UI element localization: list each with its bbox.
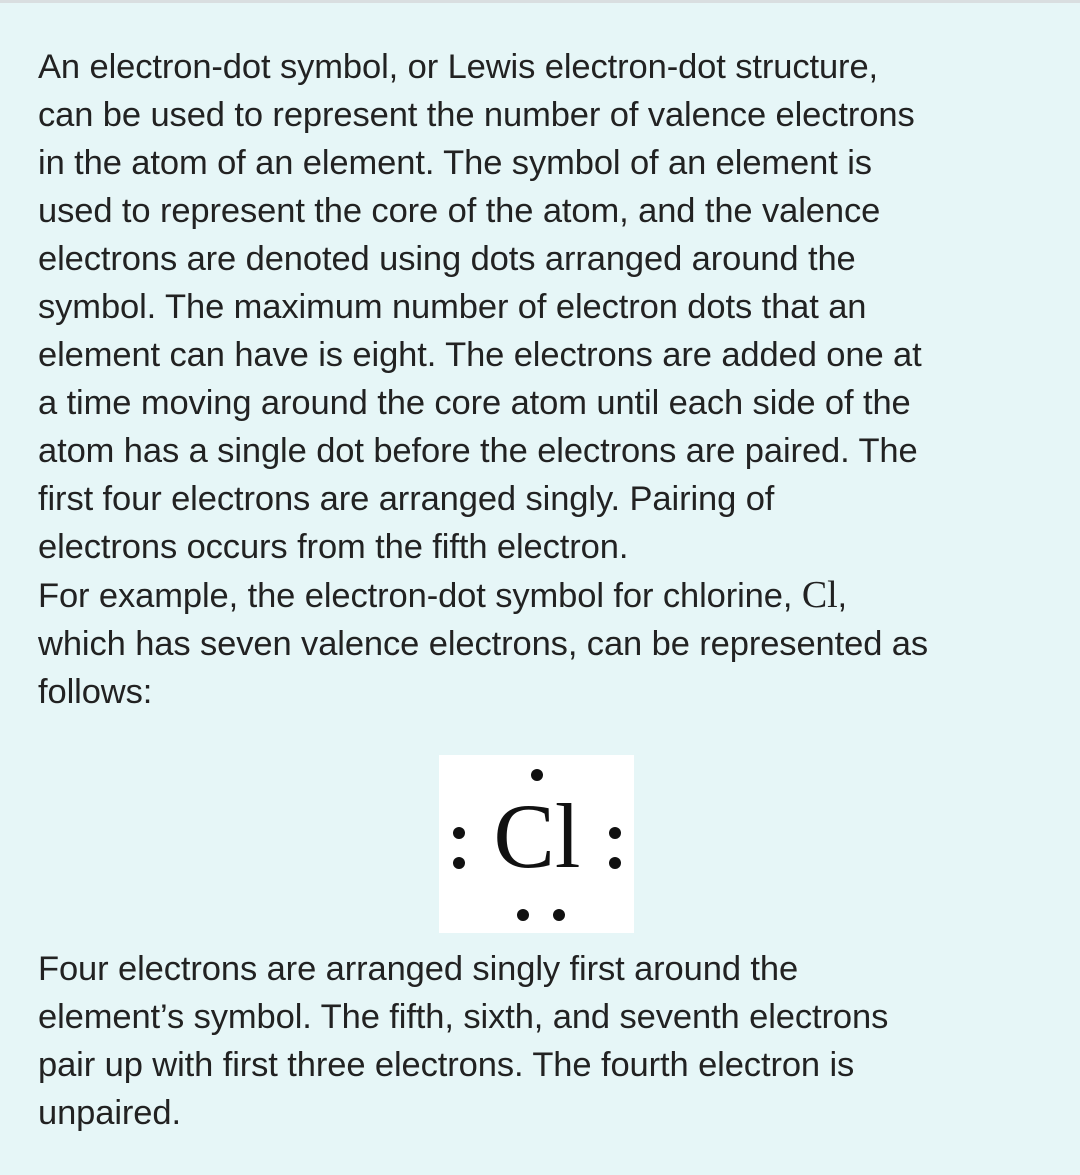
paragraph-line: unpaired. (38, 1094, 181, 1132)
paragraph-line: symbol. The maximum number of electron dots that an (38, 288, 867, 326)
lewis-structure-figure (439, 755, 634, 933)
paragraph-line: follows: (38, 673, 153, 711)
paragraph-line: An electron-dot symbol, or Lewis electron-dot structure, (38, 48, 879, 86)
electron-dot-bottom-right (553, 909, 565, 921)
chlorine-symbol-inline: Cl (801, 574, 838, 616)
electron-dot-right-lower (609, 857, 621, 869)
paragraph-line: first four electrons are arranged singly. Pairing of (38, 480, 775, 518)
paragraph-line: Four electrons are arranged singly first around the (38, 950, 799, 988)
paragraph-line: can be used to represent the number of valence electrons (38, 96, 915, 134)
example-comma: , (837, 577, 848, 615)
intro-paragraph (38, 43, 1048, 571)
paragraph-line: in the atom of an element. The symbol of an element is (38, 144, 872, 182)
electron-dot-bottom-left (517, 909, 529, 921)
paragraph-line: electrons are denoted using dots arranged around the (38, 240, 856, 278)
paragraph-line: element’s symbol. The fifth, sixth, and seventh electrons (38, 998, 889, 1036)
electron-dot-top (531, 769, 543, 781)
electron-dot-right-upper (609, 827, 621, 839)
example-intro-text: For example, the electron-dot symbol for chlorine, (38, 577, 802, 615)
paragraph-line: atom has a single dot before the electrons are paired. The (38, 432, 918, 470)
electron-dot-left-upper (453, 827, 465, 839)
paragraph-line: element can have is eight. The electrons are added one at (38, 336, 922, 374)
paragraph-line: pair up with first three electrons. The fourth electron is (38, 1046, 855, 1084)
paragraph-line: a time moving around the core atom until each side of the (38, 384, 911, 422)
electron-dot-left-lower (453, 857, 465, 869)
example-paragraph (38, 571, 1048, 716)
paragraph-line: electrons occurs from the fifth electron. (38, 528, 629, 566)
element-symbol: Cl (493, 785, 581, 887)
explanation-paragraph (38, 945, 1048, 1137)
paragraph-line: which has seven valence electrons, can be represented as (38, 625, 929, 663)
paragraph-line (38, 571, 1048, 620)
paragraph-line: used to represent the core of the atom, and the valence (38, 192, 881, 230)
